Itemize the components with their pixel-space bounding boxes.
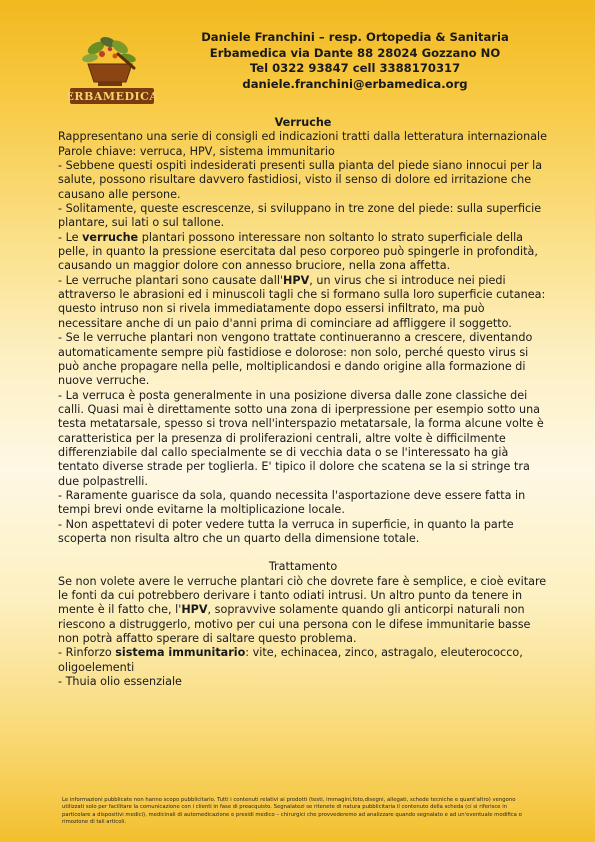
section-spacer [58, 546, 548, 560]
point-6: - La verruca è posta generalmente in una posizione diversa dalle zone classiche dei calli. Quasi mai è direttamente sotto una zona di iperpressione per esempio sotto una testa metatarsale, spesso si trova nell'interspazio metatarsale, la forma alcune volte è caratteristica per la presenza di proliferazioni centrali, altre volte è difficilmente differenziabile dal callo specialmente se di vecchia data o se l'interessato ha già tentato diverse strade per toglierla. E' tipico il dolore che scatena se la si stringe tra due polpastrelli. [58, 388, 544, 488]
point-1: - Sebbene questi ospiti indesiderati presenti sulla pianta del piede siano innocui per la salute, possono risultare davvero fastidiosi, visto il senso di dolore ed irritazione che causano alle persone. [58, 159, 543, 201]
treatment-1-bold: HPV [181, 603, 208, 617]
treatment-3: - Thuia olio essenziale [58, 675, 182, 689]
contact-header [170, 30, 540, 92]
header-phone: Tel 0322 93847 cell 3388170317 [249, 61, 461, 76]
point-3-bold: verruche [82, 230, 139, 244]
point-3-start: - Le [58, 230, 83, 244]
treatment-2-bold: sistema immunitario [115, 646, 246, 660]
keywords-line: Parole chiave: verruca, HPV, sistema immunitario [58, 144, 335, 158]
treatment-1-start: Se non volete avere le verruche plantari ciò che dovrete fare è semplice, e cioè evitare le fonti da cui potrebbero derivare i tanto odiati intrusi. Un altro punto da tenere in mente è il fatto che, l' [58, 574, 547, 617]
treatment-1-rest: , sopravvive solamente quando gli anticorpi naturali non riescono a distruggerlo, motivo per cui una persona con le difese immunitarie basse non potrà affatto sperare di saltare questo problema. [58, 603, 531, 646]
header-email[interactable]: daniele.franchini@erbamedica.org [242, 76, 468, 91]
treatment-title: Trattamento [268, 560, 338, 574]
point-2: - Solitamente, queste escrescenze, si sviluppano in tre zone del piede: sulla superficie plantare, sui lati o sul tallone. [58, 202, 542, 230]
point-5: - Se le verruche plantari non vengono trattate continueranno a crescere, diventando automaticamente sempre più fastidiose e dolorose: non solo, perché questo virus si può anche propagare nella pelle, moltiplicandosi e dando origine alla formazione di nuove verruche. [58, 331, 533, 388]
point-8: - Non aspettatevi di poter vedere tutta la verruca in superficie, in quanto la parte scoperta non risulta altro che un quarto della dimensione totale. [58, 517, 514, 545]
point-4 [58, 274, 548, 331]
point-7: - Raramente guarisce da sola, quando necessita l'asportazione deve essere fatta in tempi brevi onde evitarne la moltiplicazione locale. [58, 488, 526, 517]
treatment-2-start: - Rinforzo [58, 646, 116, 660]
page-title: Verruche [274, 116, 332, 129]
point-4-bold: HPV [283, 273, 310, 287]
treatment-2 [58, 646, 548, 675]
point-3-rest: plantari possono interessare non soltanto lo strato superficiale della pelle, in quanto la pressione esercitata dal peso corporeo può spingerle in profondità, causando un maggior dolore con annesso bruciore, nella zona affetta. [58, 230, 538, 273]
logo-graphic [68, 34, 156, 108]
treatment-2-rest: : vite, echinacea, zinco, astragalo, eleuterococco, oligoelementi [58, 646, 523, 674]
point-4-start: - Le verruche plantari sono causate dall' [58, 273, 284, 287]
header-name: Daniele Franchini – resp. Ortopedia & Sanitaria [201, 30, 509, 44]
erbamedica-logo [68, 34, 156, 108]
logo-text: ERBAMEDICA [68, 90, 156, 103]
article-body [58, 116, 548, 689]
intro-line: Rappresentano una serie di consigli ed indicazioni tratti dalla letteratura internazionale [58, 130, 548, 144]
disclaimer-footer: Le informazioni pubblicate non hanno scopo pubblicitario. Tutti i contenuti relativi ai prodotti (testi, immagini,foto,disegni, allegati, schede tecniche e quant'altro) vengono utilizzati solo per facilitare la comunicazione con i clienti in fase di preacquisto. Segnalatezi se ritenete di natura pubblicitaria il contenuto della scheda (ci si riferisce in particolare a dispositivi medici), medicinali di automedicazione e presidi medico – chirurgici che provvederemo ad analizzare quando segnalato e ad un'eventuale modifica o rimozione di tali articoli. [62, 797, 522, 826]
header-address: Erbamedica via Dante 88 28024 Gozzano NO [209, 45, 501, 60]
treatment-1 [58, 575, 548, 647]
point-4-rest: , un virus che si introduce nei piedi attraverso le abrasioni ed i minuscoli tagli che si formano sulla loro superficie cutanea: questo intruso non si rivela immediatamente dopo essersi infiltrato, ma può necessitare anche di un paio d'anni prima di cominciare ad affliggere il soggetto. [58, 273, 546, 330]
point-3 [58, 231, 548, 274]
